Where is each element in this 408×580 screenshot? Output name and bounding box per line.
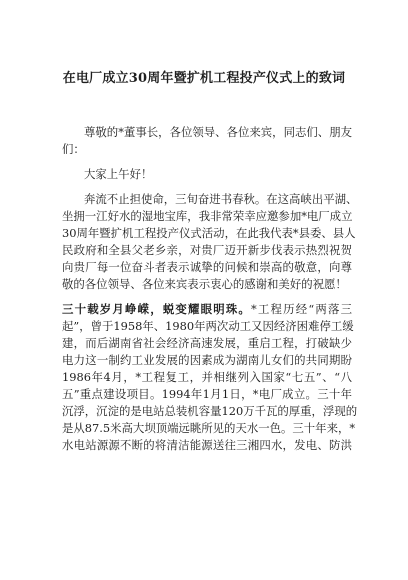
body-line: 向贵厂每一位奋斗者表示诚挚的问候和崇高的敬意，向尊 bbox=[62, 260, 352, 274]
body-line: 30周年暨扩机工程投产仪式活动，在此我代表*县委、县人 bbox=[62, 226, 356, 240]
body-line: 大家上午好！ bbox=[84, 167, 153, 181]
body-line: 民政府和全县父老乡亲，对贵厂迈开新步伐表示热烈祝贺 bbox=[62, 243, 352, 257]
body-line: 电力这一制约工业发展的因素成为湖南儿女们的共同期盼 bbox=[62, 353, 352, 367]
section-lead: 三十载岁月峥嵘，蜕变耀眼明珠。 bbox=[62, 302, 252, 316]
line-text: *工程历经“两落三 bbox=[251, 302, 352, 316]
document-title: 在电厂成立30周年暨扩机工程投产仪式上的致词 bbox=[62, 71, 346, 86]
body-line: 沉浮，沉淀的是电站总装机容量120万千瓦的厚重，浮现的 bbox=[62, 404, 358, 418]
body-line: 尊敬的*董事长，各位领导、各位来宾，同志们、朋友 bbox=[84, 125, 352, 139]
body-line: 是从87.5米高大坝顶端远眺所见的天水一色。三十年来，* bbox=[62, 421, 356, 435]
body-line: 奔流不止担使命，三旬奋进书春秋。在这高峡出平湖、 bbox=[84, 192, 358, 206]
body-line: 五”重点建设项目。1994年1月1日，*电厂成立。三十年 bbox=[62, 387, 352, 401]
body-line: 们： bbox=[62, 142, 85, 156]
body-line bbox=[62, 302, 352, 316]
body-line: 起”，曾于1958年、1980年两次动工又因经济困难停工缓 bbox=[62, 319, 354, 333]
body-line: 水电站源源不断的将清洁能源送往三湘四水，发电、防洪 bbox=[62, 438, 352, 452]
body-line: 敬的各位领导、各位来宾表示衷心的感谢和美好的祝愿！ bbox=[62, 277, 347, 291]
body-line: 1986年4月，*工程复工，并相继列入国家“七五”、“八 bbox=[62, 370, 352, 384]
body-line: 坐拥一江好水的湿地宝库，我非常荣幸应邀参加*电厂成立 bbox=[62, 209, 353, 223]
body-line: 建，而后湖南省社会经济高速发展，重启工程，打破缺少 bbox=[62, 336, 352, 350]
